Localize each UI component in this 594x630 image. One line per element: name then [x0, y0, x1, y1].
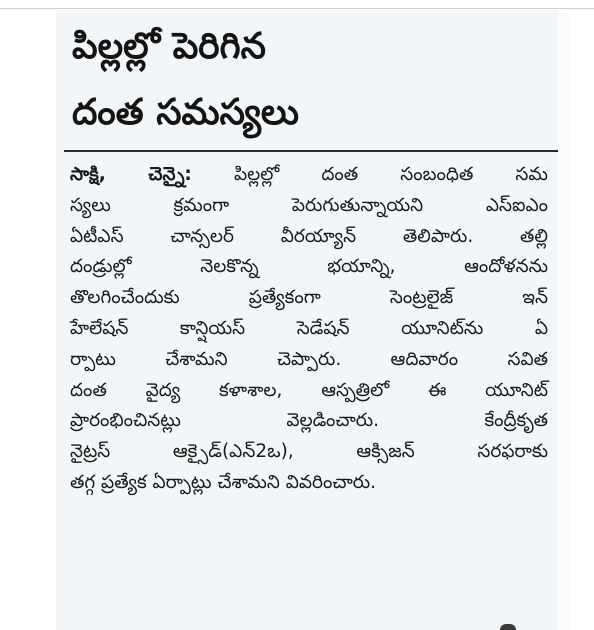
body-line-8: దంత వైద్య కళాశాల, ఆస్పత్రిలో ఈ యూనిట్: [70, 379, 548, 401]
cropped-glyph: [500, 624, 516, 630]
body-line-2: స్యలు క్రమంగా పెరుగుతున్నాయని ఎస్ఐఎం: [70, 194, 548, 216]
headline-line-2: దంత సమస్యలు: [72, 92, 299, 133]
body-line-10: నైట్రస్ ఆక్సైడ్(ఎన్2ఒ), ఆక్సిజన్ సరఫరాకు: [70, 441, 548, 463]
body-line-9: ప్రారంభించినట్లు వెల్లడించారు. కేంద్రీకృత: [70, 410, 548, 432]
clipping-edge: [558, 10, 570, 630]
body-line-11: తగ్గ ప్రత్యేక ఏర్పాట్లు చేశామని వివరించారు.: [70, 471, 377, 493]
body-text-1: పిల్లల్లో దంత సంబంధిత సమ: [233, 164, 548, 185]
body-line-4: దండ్రుల్లో నెలకొన్న భయాన్ని, ఆందోళనను: [70, 256, 548, 278]
dateline: సాక్షి, చెన్నై:: [70, 164, 192, 185]
headline-line-1: పిల్లల్లో పెరిగిన: [72, 26, 266, 67]
top-divider: [0, 8, 594, 9]
body-line-3: ఏటీఎస్ చాన్సలర్ వీరయ్యాన్ తెలిపారు. తల్లి: [70, 225, 548, 247]
headline-rule: [64, 150, 558, 152]
body-line-1: [70, 160, 548, 191]
body-line-5: తొలగించేందుకు ప్రత్యేకంగా సెంట్రలైజ్ ఇన్: [70, 287, 548, 309]
article-body: [70, 160, 548, 499]
body-line-7: ర్పాటు చేశామని చెప్పారు. ఆదివారం సవిత: [70, 348, 548, 370]
headline: [72, 14, 552, 146]
body-line-6: హేలేషన్ కాన్షియస్ సెడేషన్ యూనిట్‌ను ఏ: [70, 317, 548, 339]
